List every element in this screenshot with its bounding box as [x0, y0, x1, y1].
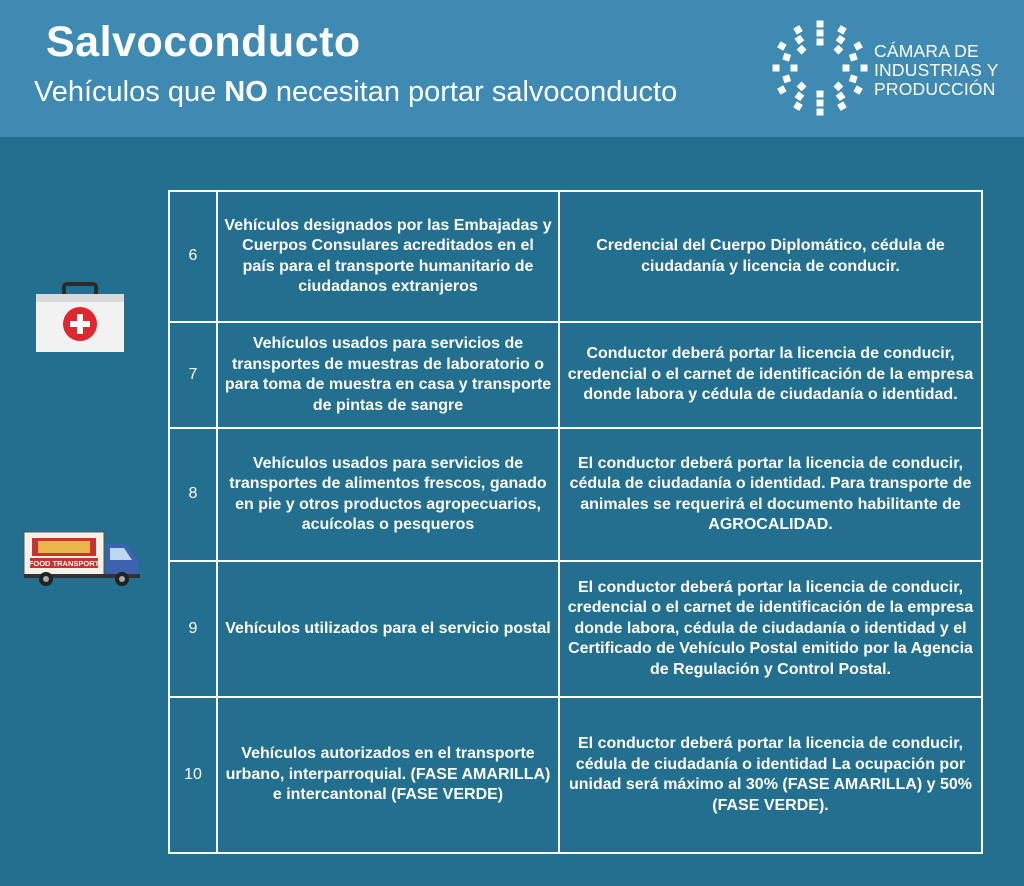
- header-banner: [0, 0, 1024, 137]
- subtitle-prefix: Vehículos que: [34, 76, 225, 108]
- vehicle-description: Vehículos autorizados en el transporte urbano, interparroquial. (FASE AMARILLA) e intercantonal (FASE VERDE): [217, 697, 559, 853]
- page-subtitle: [34, 76, 677, 109]
- required-documents: Credencial del Cuerpo Diplomático, cédula de ciudadanía y licencia de conducir.: [559, 191, 982, 322]
- logo-line-2: INDUSTRIAS Y: [874, 60, 999, 80]
- camara-logo-text: [874, 42, 999, 99]
- vehicle-description: Vehículos designados por las Embajadas y Cuerpos Consulares acreditados en el país para el transporte humanitario de ciudadanos extranjeros: [217, 191, 559, 322]
- page-title: Salvoconducto: [46, 18, 361, 66]
- logo-line-1: CÁMARA DE: [874, 41, 979, 61]
- subtitle-suffix: necesitan portar salvoconducto: [267, 76, 678, 108]
- subtitle-emphasis: NO: [224, 76, 268, 108]
- row-number: 10: [169, 697, 217, 853]
- vehicle-description: Vehículos utilizados para el servicio postal: [217, 561, 559, 697]
- camara-logo-icon: [770, 18, 870, 118]
- table-row: [169, 322, 982, 428]
- required-documents: El conductor deberá portar la licencia de conducir, credencial o el carnet de identificación de la empresa donde labora, cédula de ciudadanía o identidad y el Certificado de Vehículo Postal emitido por la Agencia de Regulación y Control Postal.: [559, 561, 982, 697]
- logo-line-3: PRODUCCIÓN: [874, 79, 996, 99]
- required-documents: El conductor deberá portar la licencia de conducir, cédula de ciudadanía o identidad. Para transporte de animales se requerirá el documento habilitante de AGROCALIDAD.: [559, 428, 982, 561]
- table-row: [169, 697, 982, 853]
- row-number: 8: [169, 428, 217, 561]
- row-number: 9: [169, 561, 217, 697]
- exemptions-table: [168, 190, 983, 854]
- food-truck-icon: [22, 530, 144, 588]
- row-number: 7: [169, 322, 217, 428]
- table-row: [169, 561, 982, 697]
- first-aid-kit-icon: [34, 282, 126, 354]
- required-documents: El conductor deberá portar la licencia de conducir, cédula de ciudadanía o identidad La ocupación por unidad será máximo al 30% (FASE AMARILLA) y 50% (FASE VERDE).: [559, 697, 982, 853]
- required-documents: Conductor deberá portar la licencia de conducir, credencial o el carnet de identificación de la empresa donde labora y cédula de ciudadanía o identidad.: [559, 322, 982, 428]
- vehicle-description: Vehículos usados para servicios de transportes de muestras de laboratorio o para toma de muestra en casa y transporte de pintas de sangre: [217, 322, 559, 428]
- row-number: 6: [169, 191, 217, 322]
- truck-label: FOOD TRANSPORT: [28, 559, 100, 568]
- vehicle-description: Vehículos usados para servicios de transportes de alimentos frescos, ganado en pie y otros productos agropecuarios, acuícolas o pesqueros: [217, 428, 559, 561]
- table-row: [169, 428, 982, 561]
- table-row: [169, 191, 982, 322]
